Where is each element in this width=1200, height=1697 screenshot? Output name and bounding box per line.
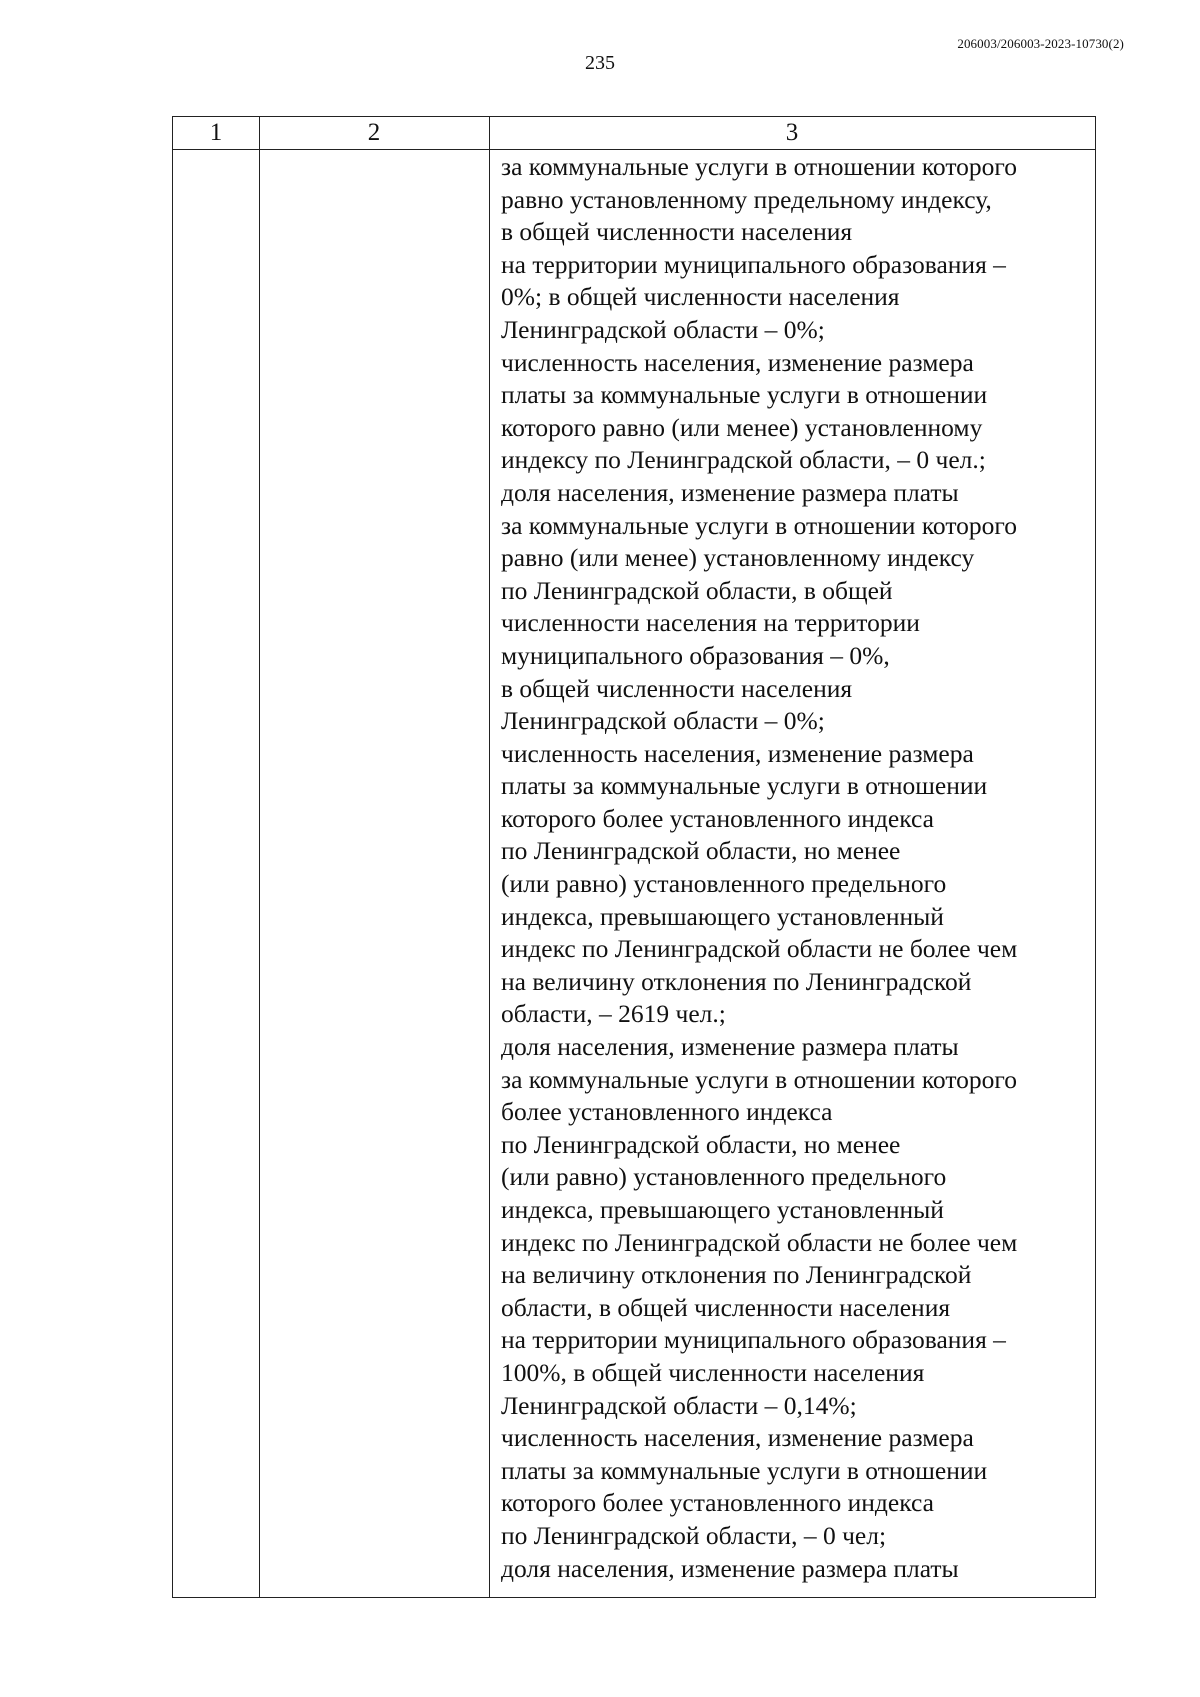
cell-text-line: численность населения, изменение размера [501,738,974,768]
cell-text-line: индексу по Ленинградской области, – 0 чел.; [501,445,986,475]
cell-text-line: индекс по Ленинградской области не более чем [501,934,1018,964]
cell-text-line: области, – 2619 чел.; [501,999,726,1029]
document-registration-id: 206003/206003-2023-10730(2) [957,36,1124,51]
cell-text-line: индекс по Ленинградской области не более чем [501,1227,1018,1257]
cell-text-line: на территории муниципального образования – [501,1325,1006,1355]
cell-text-line: Ленинградской области – 0,14%; [501,1390,857,1420]
cell-text-line: Ленинградской области – 0%; [501,706,825,736]
cell-text-line: которого равно (или менее) установленному [501,412,983,442]
column-divider-1 [259,117,260,1597]
header-row-divider [173,149,1095,150]
column-header-3: 3 [785,119,799,146]
cell-text-line: численности населения на территории [501,608,920,638]
cell-text-line: платы за коммунальные услуги в отношении [501,380,988,410]
cell-text-line: доля населения, изменение размера платы [501,1553,959,1583]
cell-text-line: за коммунальные услуги в отношении которого [501,510,1017,540]
cell-text-line: более установленного индекса [501,1097,833,1127]
column-header-1: 1 [209,119,223,146]
cell-text-line: численность населения, изменение размера [501,1423,974,1453]
cell-text-line: индекса, превышающего установленный [501,901,944,931]
cell-text-line: по Ленинградской области, в общей [501,575,893,605]
cell-text-line: равно установленному предельному индексу, [501,184,992,214]
cell-text-line: за коммунальные услуги в отношении которого [501,152,1017,181]
column-3-cell-text [501,151,1091,1585]
page-number: 235 [585,52,615,74]
cell-text-line: (или равно) установленного предельного [501,1162,947,1192]
cell-text-line: в общей численности населения [501,217,853,247]
cell-text-line: индекса, превышающего установленный [501,1195,944,1224]
cell-text-line: за коммунальные услуги в отношении которого [501,1064,1017,1094]
cell-text-line: Ленинградской области – 0%; [501,314,825,344]
cell-text-line: 100%, в общей численности населения [501,1357,925,1387]
cell-text-line: по Ленинградской области, но менее [501,836,901,866]
cell-text-line: которого более установленного индекса [501,803,934,833]
cell-text-line: по Ленинградской области, но менее [501,1129,901,1159]
cell-text-line: в общей численности населения [501,673,853,703]
data-table [172,116,1096,1598]
column-divider-2 [489,117,490,1597]
cell-text-line: по Ленинградской области, – 0 чел; [501,1520,887,1550]
cell-text-line: которого более установленного индекса [501,1488,934,1518]
cell-text-line: на величину отклонения по Ленинградской [501,1260,972,1290]
cell-text-line: доля населения, изменение размера платы [501,477,959,507]
cell-text-line: платы за коммунальные услуги в отношении [501,771,988,801]
cell-text-line: доля населения, изменение размера платы [501,1032,959,1062]
cell-text-line: на территории муниципального образования – [501,249,1006,279]
cell-text-line: численность населения, изменение размера [501,347,974,377]
cell-text-line: (или равно) установленного предельного [501,869,947,899]
cell-text-line: области, в общей численности населения [501,1292,951,1322]
column-header-2: 2 [367,119,381,146]
cell-text-line: платы за коммунальные услуги в отношении [501,1455,988,1485]
cell-text-line: на величину отклонения по Ленинградской [501,966,972,996]
cell-text-line: 0%; в общей численности населения [501,282,900,312]
cell-text-line: муниципального образования – 0%, [501,640,890,670]
cell-text-line: равно (или менее) установленному индексу [501,543,975,573]
